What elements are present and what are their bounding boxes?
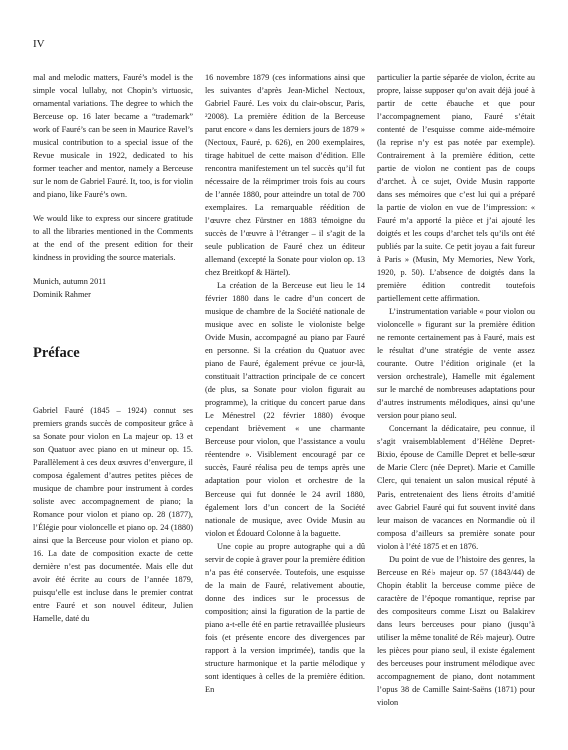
english-paragraph: mal and melodic matters, Fauré’s model is the simple vocal lullaby, not Chopin’s virtuosic, ornamental variations. The degree to which the Berceuse op. 16 later became a “trademark” work of Fauré’s can be seen in Maurice Ravel’s musical contribution to a special issue of the Revue musicale in 1922, dedicated to his former teacher and mentor, namely a Berceuse sur le nom de Gabriel Fauré. It, too, is for violin and piano, like Fauré’s own. — [33, 73, 193, 200]
page-number: IV — [33, 38, 45, 50]
french-paragraph: Gabriel Fauré (1845 – 1924) connut ses premiers grands succès de compositeur grâce à sa Sonate pour violon en La majeur op. 13 et son Quatuor avec piano en ut mineur op. 15. Parallèlement à ces deux œuvres d’envergure, il composa également d’autres petites pièces de musique de chambre pour instrument à cordes soliste avec accompagnement de piano; la Romance pour violon et piano op. 28 (1877), l’Élégie pour violoncelle et piano op. 24 (1880) ainsi que la Berceuse pour violon et piano op. 16. La date de composition exacte de cette dernière n’est pas documentée. Mais elle dut avoir été écrite au cours de l’année 1879, puisqu’elle est incluse dans le premier contrat entre Fauré et son nouvel éditeur, Julien Hamelle, daté du — [33, 406, 193, 624]
french-paragraph: 16 novembre 1879 (ces informations ainsi que les suivantes d’après Jean-Michel Nectoux, Gabriel Fauré. Les voix du clair-obscur, Paris, ²2008). La première édition de la Berceuse parut encore « dans les derniers jours de 1879 » (Nectoux, Fauré, p. 626), en 200 exemplaires, tirage habituel de cette maison d’édition. Elle rencontra manifestement un tel succès qu’il fut nécessaire de la réimprimer trois fois au cours de l’année 1880, pour atteindre un total de 700 exemplaires. La remarquable réédition de l’œuvre chez Fürstner en 1883 témoigne du succès de l’œuvre à l’étranger – il s’agit de la seule publication de Fauré chez un éditeur allemand (excepté la Sonate pour violon op. 13 chez Breitkopf & Härtel). — [205, 73, 365, 278]
english-text-column — [33, 71, 193, 301]
french-text-column-2 — [205, 71, 365, 696]
french-paragraph: La création de la Berceuse eut lieu le 14 février 1880 dans le cadre d’un concert de musique de chambre de la Société nationale de musique avec en soliste le violoniste belge Ovide Musin, accompagné au piano par Fauré en personne. Si la création du Quatuor avec piano de Fauré, également prévue ce jour-là, constituait l’attraction principale de ce concert (de plus, sa Sonate pour violon figurait au programme), la critique du concert parue dans Le Ménestrel (22 février 1880) évoque cependant brièvement « une charmante Berceuse pour violon, que l’assistance a voulu réentendre ». Visiblement encouragé par ce succès, Fauré réalisa peu de temps après une adaptation pour violon et orchestre de la Berceuse qui fut donnée le 24 avril 1880, également lors d’un concert de la Société nationale de musique, avec Ovide Musin au violon et Édouard Colonne à la baguette. — [205, 281, 365, 538]
place-date: Munich, autumn 2011 — [33, 277, 107, 287]
french-paragraph: Du point de vue de l’histoire des genres, la Berceuse en Ré♭ majeur op. 57 (1843/44) de Chopin établit la berceuse comme pièce de caractère de l’époque romantique, reprise par des compositeurs comme Liszt ou Balakirev dans leurs berceuses pour piano (jusqu’à utiliser la même tonalité de Ré♭ majeur). Outre les pièces pour piano seul, il existe également des berceuses pour instrument mélodique avec accompagnement de piano, dont notamment l’opus 38 de Camille Saint-Saëns (1871) pour violon — [377, 554, 535, 707]
author-name: Dominik Rahmer — [33, 290, 91, 300]
preface-heading-block — [33, 345, 80, 362]
preface-heading: Préface — [33, 345, 80, 361]
french-text-column-3 — [377, 71, 535, 709]
french-paragraph: Une copie au propre autographe qui a dû servir de copie à graver pour la première édition n’a pas été conservée. Toutefois, une esquisse de la main de Fauré, relativement aboutie, donne des indices sur le processus de composition; ainsi la figuration de la partie de piano a-t-elle été en partie retravaillée plusieurs fois (et présente encore des divergences par rapport à la version imprimée), tandis que la structure harmonique et la partie mélodique y sont identiques à celles de la première édition. En — [205, 541, 365, 694]
french-paragraph: particulier la partie séparée de violon, écrite au propre, laisse supposer qu’on avait déjà joué à partir de cette ébauche et que pour l’accompagnement piano, Fauré s’était contenté de l’esquisse comme aide-mémoire (la reprise n’y est pas notée par exemple). Contrairement à la première édition, cette partie de violon ne contient pas de coups d’archet. À ce sujet, Ovide Musin rapporte dans ses mémoires que c’est lui qui a préparé la partie de violon en vue de l’impression: « Fauré m’a apporté la pièce et j’ai ajouté les doigtés et les coups d’archet tels qu’ils ont été publiés par la suite. Ce petit joyau a fait fureur à Paris » (Musin, My Memories, New York, 1920, p. 50). L’absence de doigtés dans la première édition contredit toutefois partiellement cette affirmation. — [377, 73, 535, 304]
french-paragraph: L’instrumentation variable « pour violon ou violoncelle » figurant sur la première édition ne remonte certainement pas à Fauré, mais est le résultat d’une stratégie de vente assez courante. Outre l’édition originale (et la version orchestrale), Hamelle mit également sur le marché de nombreuses adaptations pour d’autres instruments mélodiques, ainsi qu’une version pour piano seul. — [377, 307, 535, 421]
french-paragraph: Concernant la dédicataire, peu connue, il s’agit vraisemblablement d’Hélène Depret-Bixio, épouse de Camille Depret et belle-sœur de Marie Clerc (née Depret). Marie et Camille Clerc, qui tenaient un salon musical réputé à Paris, entretenaient des liens étroits d’amitié avec Gabriel Fauré qui fut souvent invité dans leur maison de vacances en Normandie où il composa d’ailleurs sa première sonate pour violon à l’été 1875 et en 1876. — [377, 424, 535, 551]
english-acknowledgement-paragraph: We would like to express our sincere gratitude to all the libraries mentioned in the Comments at the end of the present edition for their kindness in providing the source materials. — [33, 214, 193, 263]
french-text-column-1 — [33, 404, 193, 625]
